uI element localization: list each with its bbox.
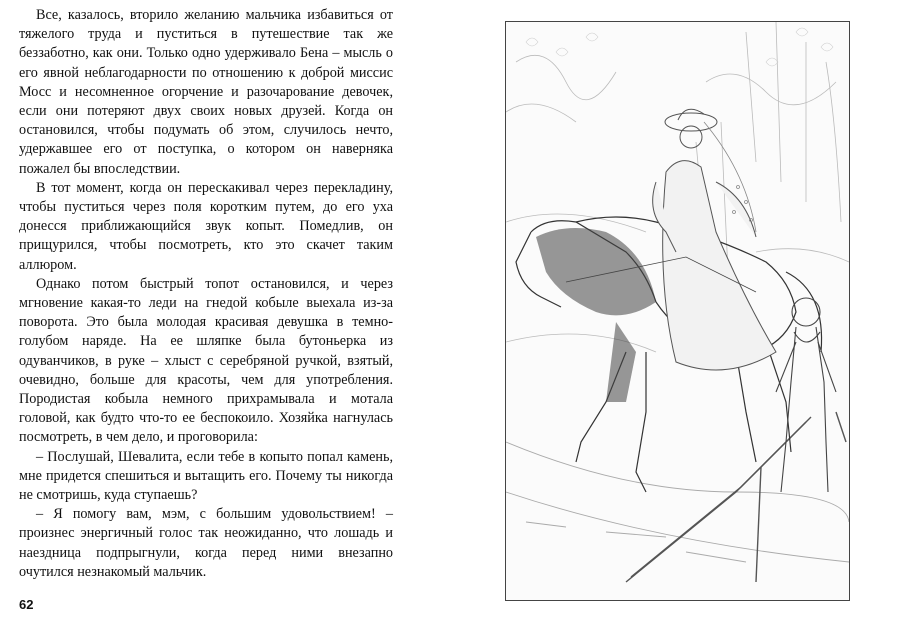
- road-ground: [506, 442, 849, 562]
- wooden-fence: [626, 412, 846, 582]
- boy: [776, 298, 836, 492]
- paragraph-5-dialogue: – Я помогу вам, мэм, с большим удовольствием! – произнес энергичный голос так неожиданно, что лошадь и наездница подпрыгнули, когда перед ними внезапно очутился незнакомый мальчик.: [19, 506, 393, 580]
- right-page: [450, 0, 900, 628]
- pencil-illustration: [506, 22, 849, 600]
- illustration-frame: [505, 21, 850, 601]
- leaf-sketches: [526, 28, 833, 66]
- rider-woman: [653, 161, 776, 370]
- page-number: 62: [19, 597, 34, 612]
- paragraph-4-dialogue: – Послушай, Шевалита, если тебе в копыто попал камень, мне придется спешиться и вытащить его. Почему ты никогда не смотришь, куда ступаешь?: [19, 448, 393, 504]
- paragraph-3: Однако потом быстрый топот остановился, и через мгновение какая-то леди на гнедой кобыле выехала из-за поворота. Это была молодая красивая девушка в темно-голубом наряде. На ее шляпке была бутоньерка из одуванчиков, в руке – хлыст с серебряной ручкой, взятый, очевидно, больше для красоты, чем для употребления. Породистая кобыла немного прихрамывала и мотала головой, как будто что-то ее беспокоило. Хозяйка нагнулась посмотреть, в чем дело, и проговорила:: [19, 275, 393, 446]
- paragraph-1: Все, казалось, вторило желанию мальчика избавиться от тяжелого труда и пуститься в путешествие так же беззаботно, как они. Только одно удерживало Бена – мысль о его явной неблагодарности по отношению к доброй миссис Мосс и несомненное огорчение и разочарование девочек, если они потеряют двух своих новых друзей. Когда он остановился, чтобы подумать об этом, случилось нечто, удержавшее его от поступка, о котором он наверняка пожалел бы впоследствии.: [19, 7, 393, 177]
- horse-shading: [536, 228, 656, 402]
- text-column: [19, 6, 393, 582]
- paragraph-2: В тот момент, когда он перескакивал через перекладину, чтобы пуститься через поля коротким путем, до его уха донесся приближающийся звук копыт. Помедлив, он прищурился, чтобы посмотреть, кто это скачет таким аллюром.: [19, 179, 393, 273]
